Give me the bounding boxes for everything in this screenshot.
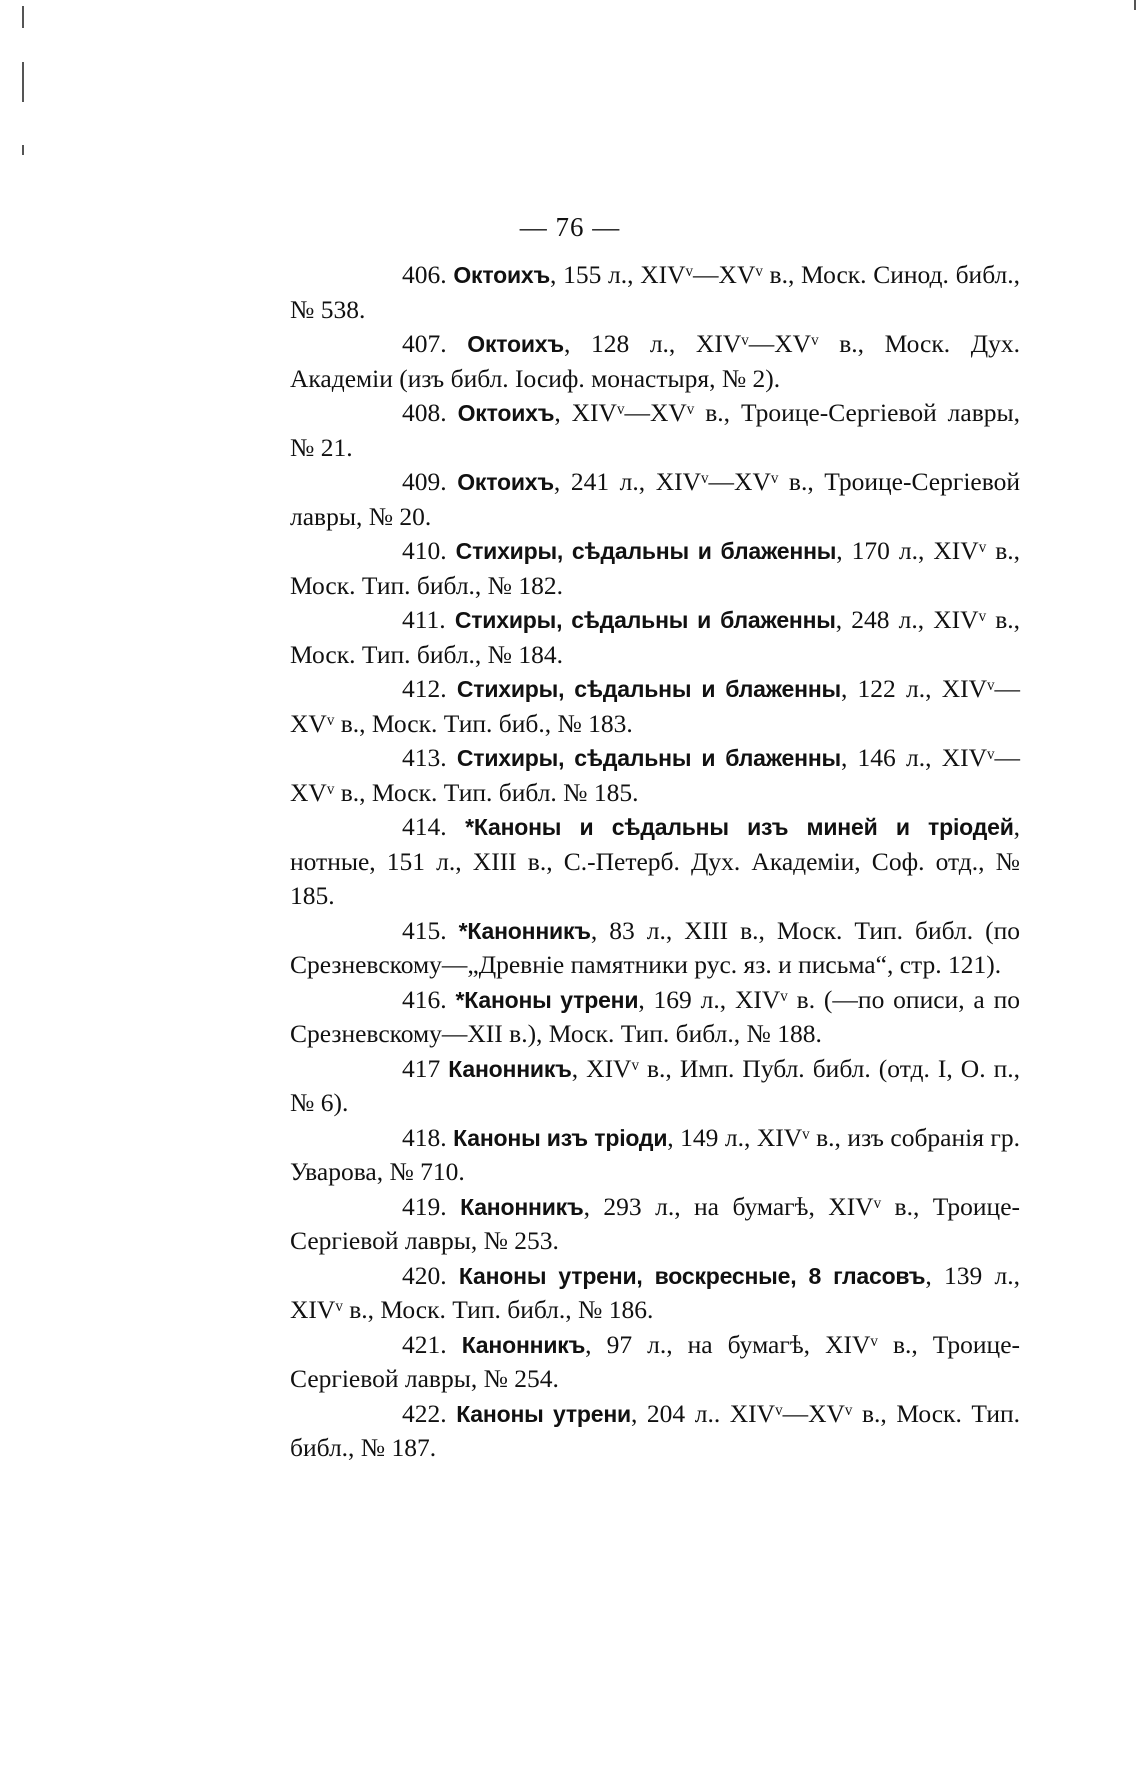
catalog-entry [290,396,1020,465]
entry-title: Стихиры, сѣдальны и блаженны [454,607,836,633]
entry-number: 419. [402,1191,447,1221]
entry-number: 409. [402,467,447,496]
entry-title: Стихиры, сѣдальны и блаженны [455,538,837,564]
entry-description: , 128 л., XIVᵛ—XVᵛ в., Моск. Дух. Академіи (изъ библ. Іосиф. монастыря, № 2). [290,329,1021,393]
catalog-entry [290,914,1020,983]
catalog-entry [290,534,1020,603]
entry-number: 412. [402,674,447,703]
entry-description: , 293 л., на бумагѣ, XIVᵛ в., Троице-Сергіевой лавры, № 253. [290,1191,1021,1255]
entry-title: Каноны утрени [456,1400,631,1427]
entry-title: Каноны изъ тріоди [453,1124,668,1151]
entry-description: , 83 л., XIII в., Моск. Тип. библ. (по Срезневскому—„Древніе памятники рус. яз. и письма“, стр. 121). [290,915,1021,979]
entry-number: 411. [402,605,446,634]
entry-description: , XIVᵛ—XVᵛ в., Троице-Сергіевой лавры, № 21. [290,398,1021,462]
entry-description: , 170 л., XIVᵛ в., Моск. Тип. библ., № 182. [290,536,1021,600]
entry-title: Канонникъ [461,1331,586,1358]
scan-edge-mark [1134,0,1136,10]
entry-description: , 146 л., XIVᵛ—XVᵛ в., Моск. Тип. библ. № 185. [290,743,1021,807]
entry-number: 415. [402,915,447,945]
catalog-entry [290,1121,1020,1190]
entry-title: Стихиры, сѣдальны и блаженны [456,676,841,702]
catalog-entry [290,1328,1020,1397]
entry-description: , 204 л.. XIVᵛ—XVᵛ в., Моск. Тип. библ., № 187. [290,1398,1020,1462]
entry-description: , 155 л., XIVᵛ—XVᵛ в., Моск. Синод. библ., № 538. [290,260,1021,324]
entry-number: 416. [402,984,447,1014]
entry-title: Октоихъ [457,400,555,426]
entry-description: , XIVᵛ в., Имп. Публ. библ. (отд. I, О. п., № 6). [290,1053,1020,1117]
entry-number: 422. [402,1398,447,1428]
entry-description: , 149 л., XIVᵛ в., изъ собранія гр. Уварова, № 710. [290,1122,1021,1186]
scan-edge-mark [22,145,24,155]
scan-edge-mark [22,62,24,102]
entry-title: Стихиры, сѣдальны и блаженны [456,745,841,771]
catalog-entry [290,327,1020,396]
catalog-entry [290,1397,1020,1466]
entry-number: 408. [402,398,447,427]
entry-number: 421. [402,1329,447,1359]
entry-title: Канонникъ [448,1055,572,1082]
entry-title: *Каноны и сѣдальны изъ миней и тріодей [465,814,1014,840]
entry-number: 414. [402,812,447,841]
entry-title: Канонникъ [460,1193,584,1220]
entry-description: , 122 л., XIVᵛ—XVᵛ в., Моск. Тип. биб., № 183. [290,674,1021,738]
entry-title: Каноны утрени, воскресные, 8 гласовъ [458,1262,926,1289]
catalog-entry [290,983,1020,1052]
entry-title: Октоихъ [467,331,564,357]
catalog-entries [290,258,1020,1466]
entry-number: 410. [402,536,447,565]
entry-description: , 97 л., на бумагѣ, XIVᵛ в., Троице-Сергіевой лавры, № 254. [290,1329,1021,1393]
entry-title: Октоихъ [453,262,551,288]
catalog-entry [290,1190,1020,1259]
entry-title: *Каноны утрени [455,986,639,1013]
entry-description: , 139 л., XIVᵛ в., Моск. Тип. библ., № 186. [290,1260,1021,1324]
catalog-entry [290,741,1020,810]
catalog-entry [290,603,1020,672]
entry-description: , 169 л., XIVᵛ в. (—по описи, а по Срезневскому—XII в.), Моск. Тип. библ., № 188. [290,984,1020,1048]
entry-number: 407. [402,329,447,358]
entry-description: , 241 л., XIVᵛ—XVᵛ в., Троице-Сергіевой лавры, № 20. [290,467,1021,531]
catalog-entry [290,465,1020,534]
catalog-entry [290,810,1020,914]
page-number: — 76 — [519,212,621,242]
entry-number: 420. [402,1260,447,1290]
entry-description: , нотные, 151 л., XIII в., С.-Петерб. Дух. Академіи, Соф. отд., № 185. [290,812,1021,910]
catalog-entry [290,1052,1020,1121]
entry-title: *Канонникъ [458,917,591,944]
catalog-entry [290,1259,1020,1328]
scan-edge-mark [22,6,24,28]
catalog-entry [290,258,1020,327]
catalog-entry [290,672,1020,741]
entry-description: , 248 л., XIVᵛ в., Моск. Тип. библ., № 184. [290,605,1020,669]
entry-number: 418. [402,1122,447,1152]
entry-title: Октоихъ [457,469,554,495]
entry-number: 413. [402,743,447,772]
entry-number: 406. [402,260,447,289]
entry-number: 417 [402,1053,441,1083]
